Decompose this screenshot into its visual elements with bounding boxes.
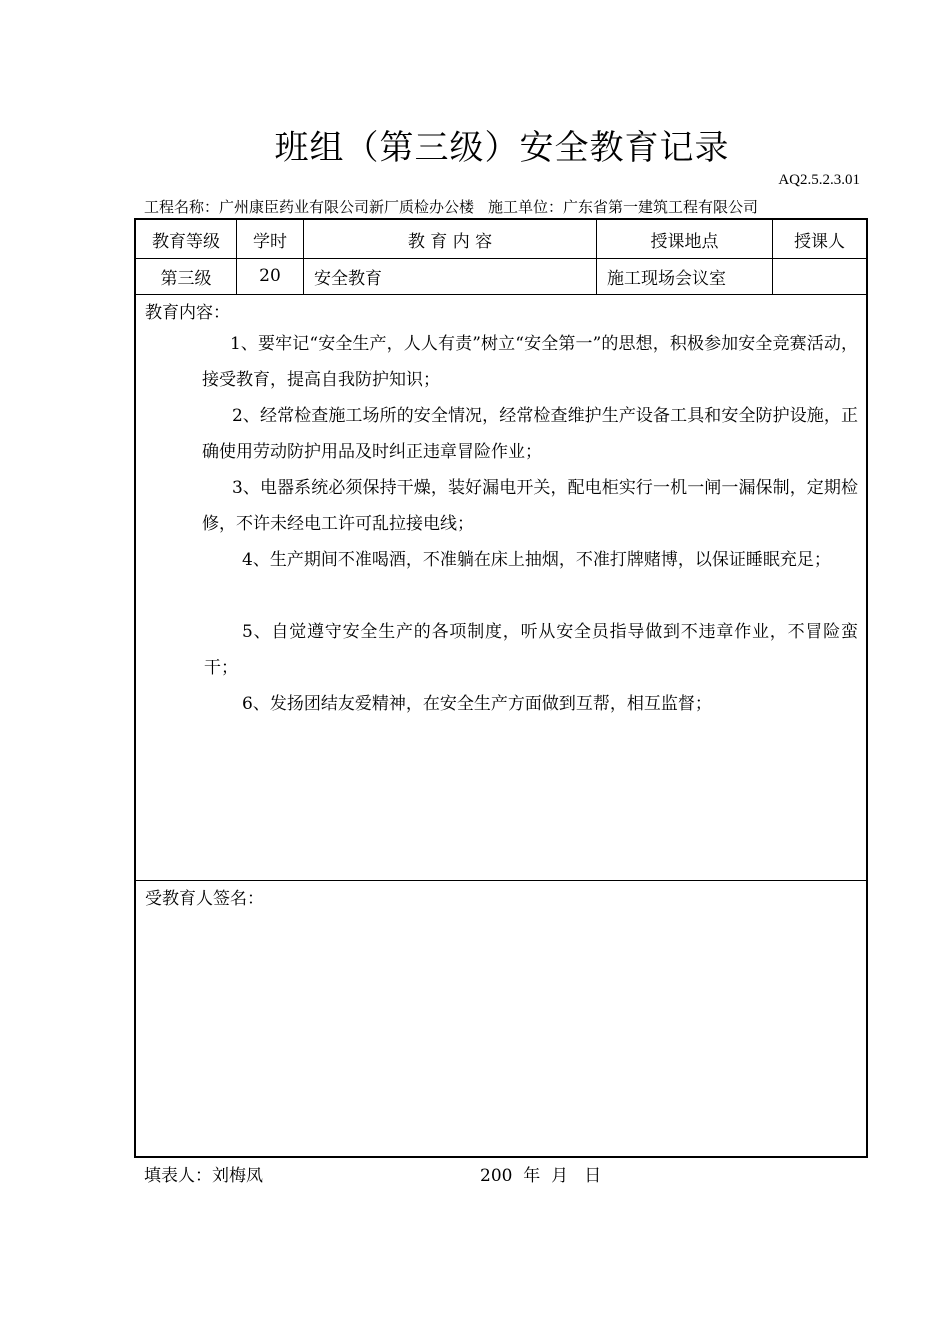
table-header-row	[136, 220, 866, 259]
project-info	[144, 196, 758, 217]
education-item: 3、电器系统必须保持干燥，装好漏电开关，配电柜实行一机一闸一漏保制，定期检修，不许未经电工许可乱拉接电线；	[202, 478, 858, 534]
cell-education-content: 安全教育	[304, 258, 597, 294]
education-item: 1、要牢记“安全生产，人人有责”树立“安全第一”的思想，积极参加安全竞赛活动，接受教育，提高自我防护知识；	[202, 334, 858, 390]
education-item: 2、经常检查施工场所的安全情况，经常检查维护生产设备工具和安全防护设施，正确使用劳动防护用品及时纠正违章冒险作业；	[202, 406, 858, 462]
education-item: 4、生产期间不准喝酒，不准躺在床上抽烟，不准打牌赌博，以保证睡眠充足；	[242, 550, 831, 570]
cell-teacher	[773, 258, 866, 294]
header-teacher: 授课人	[794, 231, 845, 252]
education-content-section	[136, 294, 866, 881]
form-date: 200 年 月 日	[480, 1166, 602, 1186]
signature-section	[136, 880, 866, 1156]
table-row	[136, 258, 866, 295]
cell-education-level: 第三级	[136, 258, 237, 294]
education-content-label: 教育内容：	[145, 303, 230, 323]
education-item: 5、自觉遵守安全生产的各项制度，听从安全员指导做到不违章作业，不冒险蛮干；	[204, 622, 858, 678]
education-item: 6、发扬团结友爱精神，在安全生产方面做到互帮，相互监督；	[242, 694, 712, 714]
cell-location: 施工现场会议室	[597, 258, 773, 294]
header-education-level: 教育等级	[136, 220, 237, 258]
signature-label: 受教育人签名：	[145, 889, 264, 909]
header-hours: 学时	[237, 220, 304, 258]
page-title: 班组（第三级）安全教育记录	[274, 128, 730, 168]
form-filler: 填表人：刘梅凤	[144, 1166, 263, 1186]
document-code: AQ2.5.2.3.01	[778, 172, 860, 188]
project-name: 工程名称：广州康臣药业有限公司新厂质检办公楼	[144, 198, 475, 216]
header-education-content: 教 育 内 容	[304, 220, 597, 258]
education-record-table	[134, 218, 868, 1158]
header-location: 授课地点	[597, 220, 773, 258]
cell-hours: 20	[237, 258, 304, 294]
construction-unit: 施工单位：广东省第一建筑工程有限公司	[488, 198, 759, 216]
